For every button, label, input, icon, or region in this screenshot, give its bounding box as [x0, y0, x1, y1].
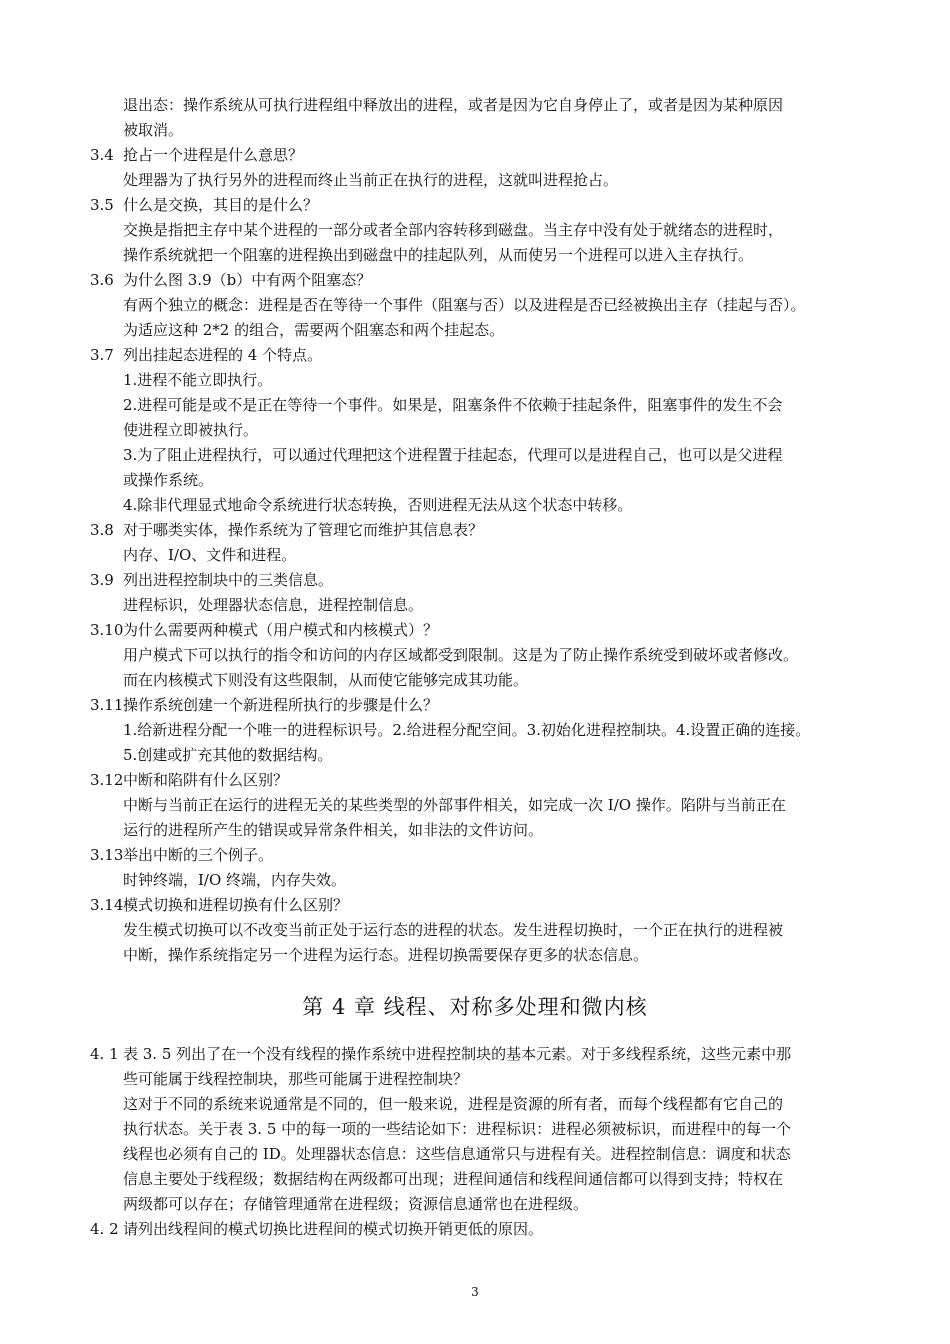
question-text: 模式切换和进程切换有什么区别？ — [123, 896, 349, 914]
answer-line: 使进程立即被执行。 — [123, 421, 259, 439]
answer-line: 3.为了阻止进程执行，可以通过代理把这个进程置于挂起态，代理可以是进程自己，也可以是父进程 — [123, 446, 783, 464]
answer-line: 这对于不同的系统来说通常是不同的，但一般来说，进程是资源的所有者，而每个线程都有它自己的 — [123, 1095, 784, 1113]
question-number: 4. 1 — [90, 1045, 119, 1063]
answer-line: 两级都可以存在；存储管理通常在进程级；资源信息通常也在进程级。 — [123, 1195, 589, 1213]
continuation-line: 退出态：操作系统从可执行进程组中释放出的进程，或者是因为它自身停止了，或者是因为某种原因 — [123, 96, 784, 114]
continuation-line: 被取消。 — [123, 121, 184, 139]
question-number: 3.7 — [90, 346, 114, 364]
question-text: 列出进程控制块中的三类信息。 — [123, 571, 334, 589]
answer-line: 有两个独立的概念：进程是否在等待一个事件（阻塞与否）以及进程是否已经被换出主存（挂起与否）。 — [123, 296, 806, 314]
page-number: 3 — [471, 1285, 479, 1299]
question-number: 3.6 — [90, 271, 114, 289]
answer-line: 5.创建或扩充其他的数据结构。 — [123, 746, 333, 764]
question-text: 什么是交换，其目的是什么？ — [123, 196, 319, 214]
question-text: 中断和陷阱有什么区别？ — [123, 771, 289, 789]
question-text: 为什么需要两种模式（用户模式和内核模式）？ — [123, 621, 439, 639]
answer-line: 中断，操作系统指定另一个进程为运行态。进程切换需要保存更多的状态信息。 — [123, 946, 649, 964]
question-number: 3.9 — [90, 571, 114, 589]
question-text: 抢占一个进程是什么意思？ — [123, 146, 304, 164]
answer-line: 用户模式下可以执行的指令和访问的内存区域都受到限制。这是为了防止操作系统受到破坏或者修改。 — [123, 646, 799, 664]
question-number: 3.4 — [90, 146, 114, 164]
answer-line: 执行状态。关于表 3. 5 中的每一项的一些结论如下：进程标识：进程必须被标识，而进程中的每一个 — [123, 1120, 792, 1138]
answer-line: 进程标识，处理器状态信息，进程控制信息。 — [123, 596, 424, 614]
answer-line: 1.给新进程分配一个唯一的进程标识号。2.给进程分配空间。3.初始化进程控制块。4.设置正确的连接。 — [123, 721, 811, 739]
answer-line: 或操作系统。 — [123, 471, 214, 489]
answer-line: 中断与当前正在运行的进程无关的某些类型的外部事件相关，如完成一次 I/O 操作。陷阱与当前正在 — [123, 796, 786, 814]
answer-line: 处理器为了执行另外的进程而终止当前正在执行的进程，这就叫进程抢占。 — [123, 171, 619, 189]
answer-line: 时钟终端，I/O 终端，内存失效。 — [123, 871, 347, 889]
question-number: 4. 2 — [90, 1220, 119, 1238]
answer-line: 而在内核模式下则没有这些限制，从而使它能够完成其功能。 — [123, 671, 529, 689]
question-text: 操作系统创建一个新进程所执行的步骤是什么？ — [123, 696, 439, 714]
question-text: 请列出线程间的模式切换比进程间的模式切换开销更低的原因。 — [123, 1220, 544, 1238]
answer-line: 发生模式切换可以不改变当前正处于运行态的进程的状态。发生进程切换时，一个正在执行的进程被 — [123, 921, 784, 939]
answer-line: 内存、I/O、文件和进程。 — [123, 546, 297, 564]
question-number: 3.12 — [90, 771, 124, 789]
answer-line: 线程也必须有自己的 ID。处理器状态信息：这些信息通常只与进程有关。进程控制信息：调度和状态 — [123, 1145, 791, 1163]
answer-line: 运行的进程所产生的错误或异常条件相关，如非法的文件访问。 — [123, 821, 544, 839]
answer-line: 些可能属于线程控制块，那些可能属于进程控制块？ — [123, 1070, 469, 1088]
question-text: 为什么图 3.9（b）中有两个阻塞态？ — [123, 271, 372, 289]
question-text: 表 3. 5 列出了在一个没有线程的操作系统中进程控制块的基本元素。对于多线程系统，这些元素中那 — [123, 1045, 792, 1063]
question-number: 3.10 — [90, 621, 124, 639]
answer-line: 信息主要处于线程级；数据结构在两级都可出现；进程间通信和线程间通信都可以得到支持；特权在 — [123, 1170, 784, 1188]
question-number: 3.11 — [90, 696, 124, 714]
answer-line: 2.进程可能是或不是正在等待一个事件。如果是，阻塞条件不依赖于挂起条件，阻塞事件的发生不会 — [123, 396, 783, 414]
question-number: 3.14 — [90, 896, 124, 914]
answer-line: 为适应这种 2*2 的组合，需要两个阻塞态和两个挂起态。 — [123, 321, 505, 339]
answer-line: 1.进程不能立即执行。 — [123, 371, 273, 389]
answer-line: 4.除非代理显式地命令系统进行状态转换，否则进程无法从这个状态中转移。 — [123, 496, 633, 514]
answer-line: 操作系统就把一个阻塞的进程换出到磁盘中的挂起队列，从而使另一个进程可以进入主存执行。 — [123, 246, 754, 264]
answer-line: 交换是指把主存中某个进程的一部分或者全部内容转移到磁盘。当主存中没有处于就绪态的进程时， — [123, 221, 784, 239]
question-number: 3.13 — [90, 846, 124, 864]
question-text: 列出挂起态进程的 4 个特点。 — [123, 346, 323, 364]
question-number: 3.8 — [90, 521, 114, 539]
question-text: 对于哪类实体，操作系统为了管理它而维护其信息表？ — [123, 521, 484, 539]
question-number: 3.5 — [90, 196, 114, 214]
question-text: 举出中断的三个例子。 — [123, 846, 274, 864]
chapter-title: 第 4 章 线程、对称多处理和微内核 — [302, 995, 648, 1019]
